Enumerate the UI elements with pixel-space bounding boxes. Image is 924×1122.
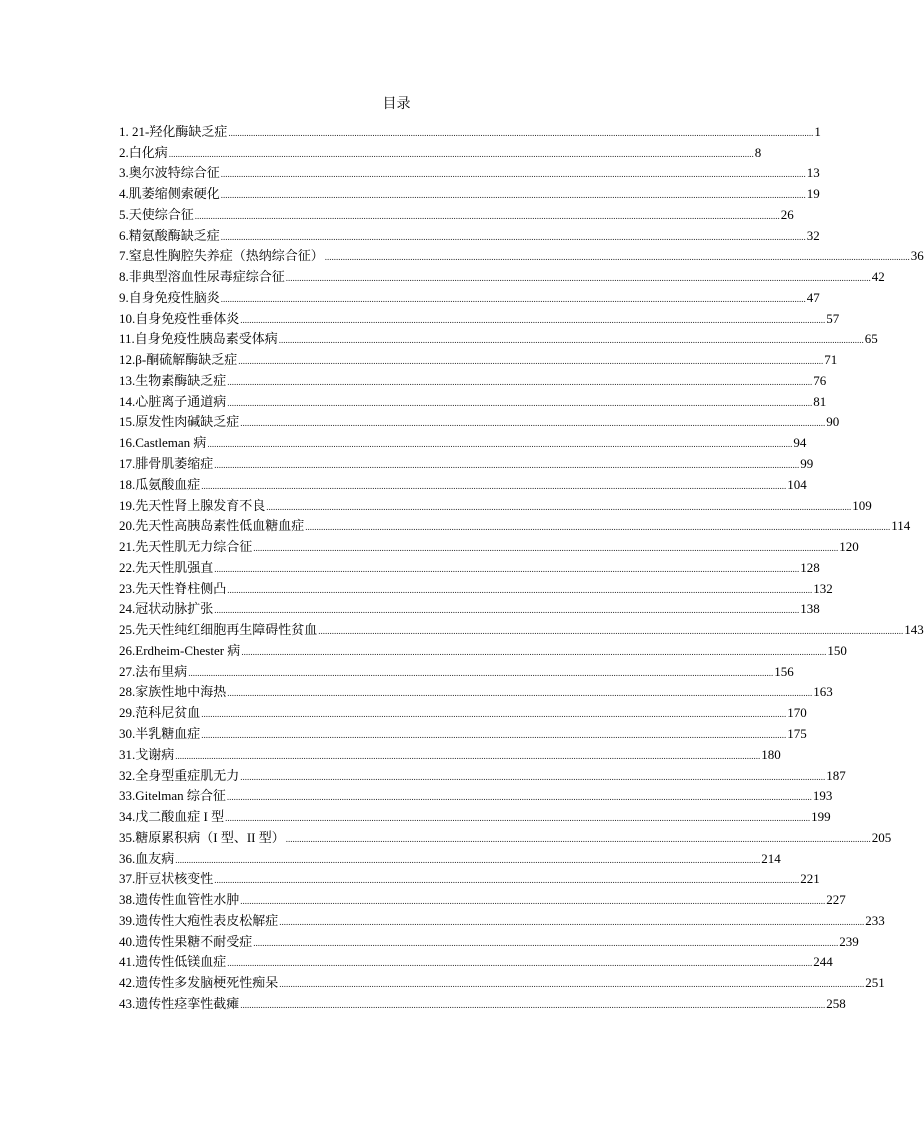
dot-leader: ....................................................................................................................................................................................................................................................................	[168, 148, 754, 159]
dot-leader: ....................................................................................................................................................................................................................................................................	[220, 231, 806, 242]
toc-entry-page-number: 150	[827, 642, 847, 658]
dot-leader: ....................................................................................................................................................................................................................................................................	[227, 958, 813, 969]
toc-entry[interactable]	[119, 763, 846, 784]
toc-entry-label: 1. 21-羟化酶缺乏症	[119, 123, 228, 139]
toc-entry-label: 38.遗传性血管性水肿	[119, 892, 240, 908]
toc-entry-label: 5.天使综合征	[119, 206, 194, 222]
toc-entry-label: 36.血友病	[119, 850, 175, 866]
dot-leader: ....................................................................................................................................................................................................................................................................	[226, 792, 812, 803]
dot-leader: ....................................................................................................................................................................................................................................................................	[220, 293, 806, 304]
toc-entry-label: 3.奥尔波特综合征	[119, 165, 220, 181]
toc-entry-page-number: 99	[800, 456, 814, 472]
toc-entry[interactable]	[119, 970, 885, 991]
dot-leader: ....................................................................................................................................................................................................................................................................	[253, 543, 839, 554]
dot-leader: ....................................................................................................................................................................................................................................................................	[201, 709, 787, 720]
toc-entry-page-number: 175	[787, 725, 807, 741]
toc-entry-label: 40.遗传性果糖不耐受症	[119, 933, 253, 949]
toc-entry-page-number: 114	[891, 518, 911, 534]
dot-leader: ....................................................................................................................................................................................................................................................................	[238, 356, 824, 367]
toc-entry-page-number: 214	[761, 850, 781, 866]
toc-entry-page-number: 170	[787, 705, 807, 721]
toc-entry[interactable]	[119, 680, 833, 701]
toc-entry-label: 8.非典型溶血性尿毒症综合征	[119, 269, 285, 285]
toc-entry[interactable]	[119, 700, 807, 721]
toc-entry-page-number: 120	[839, 539, 859, 555]
toc-entry-label: 35.糖原累积病（I 型、II 型）	[119, 829, 285, 845]
toc-entry[interactable]	[119, 181, 820, 202]
toc-entry-label: 26.Erdheim-Chester 病	[119, 642, 241, 658]
toc-entry-page-number: 36	[910, 248, 924, 264]
dot-leader: ....................................................................................................................................................................................................................................................................	[227, 397, 813, 408]
toc-entry[interactable]	[119, 327, 878, 348]
toc-entry-page-number: 90	[826, 414, 840, 430]
dot-leader: ....................................................................................................................................................................................................................................................................	[175, 750, 761, 761]
toc-entry-page-number: 258	[826, 995, 846, 1011]
toc-entry[interactable]	[119, 161, 820, 182]
toc-entry-label: 22.先天性肌强直	[119, 559, 214, 575]
toc-entry-label: 7.窒息性胸腔失养症（热纳综合征）	[119, 248, 324, 264]
toc-entry-label: 24.冠状动脉扩张	[119, 601, 214, 617]
dot-leader: ....................................................................................................................................................................................................................................................................	[214, 460, 800, 471]
dot-leader: ....................................................................................................................................................................................................................................................................	[214, 563, 800, 574]
dot-leader: ....................................................................................................................................................................................................................................................................	[201, 480, 787, 491]
toc-entry-page-number: 251	[865, 975, 885, 991]
dot-leader: ....................................................................................................................................................................................................................................................................	[188, 667, 774, 678]
toc-entry-label: 2.白化病	[119, 144, 168, 160]
dot-leader: ....................................................................................................................................................................................................................................................................	[175, 854, 761, 865]
toc-entry-label: 4.肌萎缩侧索硬化	[119, 186, 220, 202]
dot-leader: ....................................................................................................................................................................................................................................................................	[207, 439, 793, 450]
toc-entry[interactable]	[119, 804, 831, 825]
toc-entry-label: 10.自身免疫性垂体炎	[119, 310, 240, 326]
toc-entry-page-number: 193	[812, 788, 833, 804]
dot-leader: ....................................................................................................................................................................................................................................................................	[227, 688, 813, 699]
toc-entry[interactable]	[119, 846, 781, 867]
toc-entry[interactable]	[119, 285, 820, 306]
toc-entry-label: 20.先天性高胰岛素性低血糖血症	[119, 518, 305, 534]
toc-entry[interactable]	[119, 244, 924, 265]
toc-entry-page-number: 65	[864, 331, 878, 347]
toc-entry[interactable]	[119, 991, 846, 1012]
toc-entry-page-number: 76	[813, 372, 827, 388]
toc-entry[interactable]	[119, 264, 885, 285]
dot-leader: ....................................................................................................................................................................................................................................................................	[214, 605, 800, 616]
dot-leader: ....................................................................................................................................................................................................................................................................	[194, 210, 780, 221]
toc-entry[interactable]	[119, 929, 859, 950]
toc-entry-label: 19.先天性肾上腺发育不良	[119, 497, 266, 513]
dot-leader: ....................................................................................................................................................................................................................................................................	[279, 916, 865, 927]
dot-leader: ....................................................................................................................................................................................................................................................................	[241, 646, 827, 657]
toc-entry-label: 32.全身型重症肌无力	[119, 767, 240, 783]
toc-entry[interactable]	[119, 306, 840, 327]
toc-entry-page-number: 47	[806, 289, 820, 305]
toc-entry[interactable]	[119, 597, 820, 618]
toc-entry-page-number: 180	[761, 746, 781, 762]
toc-entry-label: 27.法布里病	[119, 663, 188, 679]
toc-entry-page-number: 104	[787, 476, 807, 492]
toc-entry-label: 37.肝豆状核变性	[119, 871, 214, 887]
toc-entry[interactable]	[119, 825, 892, 846]
dot-leader: ....................................................................................................................................................................................................................................................................	[266, 501, 852, 512]
dot-leader: ....................................................................................................................................................................................................................................................................	[227, 584, 813, 595]
toc-entry-page-number: 156	[774, 663, 794, 679]
dot-leader: ....................................................................................................................................................................................................................................................................	[240, 771, 826, 782]
toc-entry[interactable]	[119, 451, 814, 472]
toc-entry[interactable]	[119, 555, 820, 576]
dot-leader: ....................................................................................................................................................................................................................................................................	[225, 813, 811, 824]
toc-entry-label: 31.戈谢病	[119, 746, 175, 762]
dot-leader: ....................................................................................................................................................................................................................................................................	[240, 999, 826, 1010]
toc-entry-page-number: 94	[793, 435, 807, 451]
dot-leader: ....................................................................................................................................................................................................................................................................	[201, 729, 787, 740]
toc-entry-page-number: 32	[806, 227, 820, 243]
toc-title: 目录	[382, 97, 411, 112]
toc-entry-page-number: 1	[814, 123, 821, 139]
toc-list	[119, 119, 924, 1012]
dot-leader: ....................................................................................................................................................................................................................................................................	[253, 937, 839, 948]
toc-entry[interactable]	[119, 908, 885, 929]
toc-entry[interactable]	[119, 389, 827, 410]
toc-entry-label: 39.遗传性大疱性表皮松解症	[119, 912, 279, 928]
dot-leader: ....................................................................................................................................................................................................................................................................	[214, 875, 800, 886]
toc-entry-page-number: 8	[754, 144, 762, 160]
toc-entry-label: 33.Gitelman 综合征	[119, 788, 226, 804]
toc-entry-page-number: 187	[826, 767, 846, 783]
toc-entry[interactable]	[119, 347, 838, 368]
toc-entry-page-number: 109	[852, 497, 872, 513]
toc-entry-label: 14.心脏离子通道病	[119, 393, 227, 409]
toc-entry-page-number: 221	[800, 871, 820, 887]
toc-entry[interactable]	[119, 887, 846, 908]
toc-entry[interactable]	[119, 493, 872, 514]
toc-entry-label: 30.半乳糖血症	[119, 725, 201, 741]
toc-entry-page-number: 239	[839, 933, 859, 949]
dot-leader: ....................................................................................................................................................................................................................................................................	[220, 190, 806, 201]
toc-entry-page-number: 71	[824, 352, 838, 368]
toc-entry[interactable]	[119, 410, 840, 431]
toc-entry-page-number: 128	[800, 559, 820, 575]
toc-entry-page-number: 244	[813, 954, 833, 970]
toc-entry[interactable]	[119, 659, 794, 680]
toc-entry-label: 42.遗传性多发脑梗死性痴呆	[119, 975, 279, 991]
toc-entry-label: 12.β-酮硫解酶缺乏症	[119, 352, 238, 368]
dot-leader: ....................................................................................................................................................................................................................................................................	[318, 626, 904, 637]
toc-entry[interactable]	[119, 430, 807, 451]
toc-entry-page-number: 132	[813, 580, 833, 596]
toc-entry[interactable]	[119, 534, 859, 555]
dot-leader: ....................................................................................................................................................................................................................................................................	[285, 833, 871, 844]
toc-entry-label: 23.先天性脊柱侧凸	[119, 580, 227, 596]
toc-entry-label: 28.家族性地中海热	[119, 684, 227, 700]
toc-entry-page-number: 13	[806, 165, 820, 181]
dot-leader: ....................................................................................................................................................................................................................................................................	[228, 127, 814, 138]
toc-entry-page-number: 199	[811, 809, 831, 825]
toc-entry-label: 18.瓜氨酸血症	[119, 476, 201, 492]
toc-entry[interactable]	[119, 950, 833, 971]
dot-leader: ....................................................................................................................................................................................................................................................................	[240, 896, 826, 907]
dot-leader: ....................................................................................................................................................................................................................................................................	[324, 252, 910, 263]
toc-entry-label: 17.腓骨肌萎缩症	[119, 456, 214, 472]
toc-entry-page-number: 163	[813, 684, 833, 700]
toc-entry-page-number: 143	[904, 622, 924, 638]
toc-entry[interactable]	[119, 742, 781, 763]
toc-entry-label: 16.Castleman 病	[119, 435, 207, 451]
toc-entry[interactable]	[119, 576, 833, 597]
toc-entry-label: 34.戊二酸血症 I 型	[119, 809, 225, 825]
toc-entry-page-number: 81	[813, 393, 827, 409]
toc-entry[interactable]	[119, 617, 924, 638]
toc-entry-label: 6.精氨酸酶缺乏症	[119, 227, 220, 243]
toc-entry[interactable]	[119, 223, 820, 244]
toc-entry[interactable]	[119, 867, 820, 888]
toc-entry[interactable]	[119, 119, 821, 140]
toc-entry-page-number: 26	[780, 206, 794, 222]
toc-entry-label: 15.原发性肉碱缺乏症	[119, 414, 240, 430]
toc-entry-label: 25.先天性纯红细胞再生障碍性贫血	[119, 622, 318, 638]
toc-entry-page-number: 42	[871, 269, 885, 285]
toc-entry-page-number: 57	[826, 310, 840, 326]
dot-leader: ....................................................................................................................................................................................................................................................................	[278, 335, 864, 346]
toc-entry-page-number: 138	[800, 601, 820, 617]
dot-leader: ....................................................................................................................................................................................................................................................................	[240, 314, 826, 325]
toc-entry-label: 9.自身免疫性脑炎	[119, 289, 220, 305]
dot-leader: ....................................................................................................................................................................................................................................................................	[285, 273, 871, 284]
toc-entry[interactable]	[119, 784, 833, 805]
toc-entry[interactable]	[119, 368, 827, 389]
toc-entry-page-number: 233	[865, 912, 885, 928]
toc-entry-page-number: 227	[826, 892, 846, 908]
dot-leader: ....................................................................................................................................................................................................................................................................	[240, 418, 826, 429]
toc-entry[interactable]	[119, 140, 762, 161]
toc-entry-label: 41.遗传性低镁血症	[119, 954, 227, 970]
dot-leader: ....................................................................................................................................................................................................................................................................	[227, 376, 813, 387]
toc-entry[interactable]	[119, 472, 807, 493]
toc-entry-page-number: 205	[871, 829, 892, 845]
toc-entry-label: 21.先天性肌无力综合征	[119, 539, 253, 555]
toc-entry[interactable]	[119, 514, 911, 535]
toc-entry-label: 13.生物素酶缺乏症	[119, 372, 227, 388]
toc-entry[interactable]	[119, 638, 847, 659]
toc-entry-label: 29.范科尼贫血	[119, 705, 201, 721]
toc-entry-label: 43.遗传性痉挛性截瘫	[119, 995, 240, 1011]
dot-leader: ....................................................................................................................................................................................................................................................................	[305, 522, 891, 533]
toc-entry-page-number: 19	[806, 186, 820, 202]
toc-entry[interactable]	[119, 202, 794, 223]
toc-entry[interactable]	[119, 721, 807, 742]
dot-leader: ....................................................................................................................................................................................................................................................................	[279, 979, 865, 990]
toc-entry-label: 11.自身免疫性胰岛素受体病	[119, 331, 278, 347]
dot-leader: ....................................................................................................................................................................................................................................................................	[220, 169, 806, 180]
